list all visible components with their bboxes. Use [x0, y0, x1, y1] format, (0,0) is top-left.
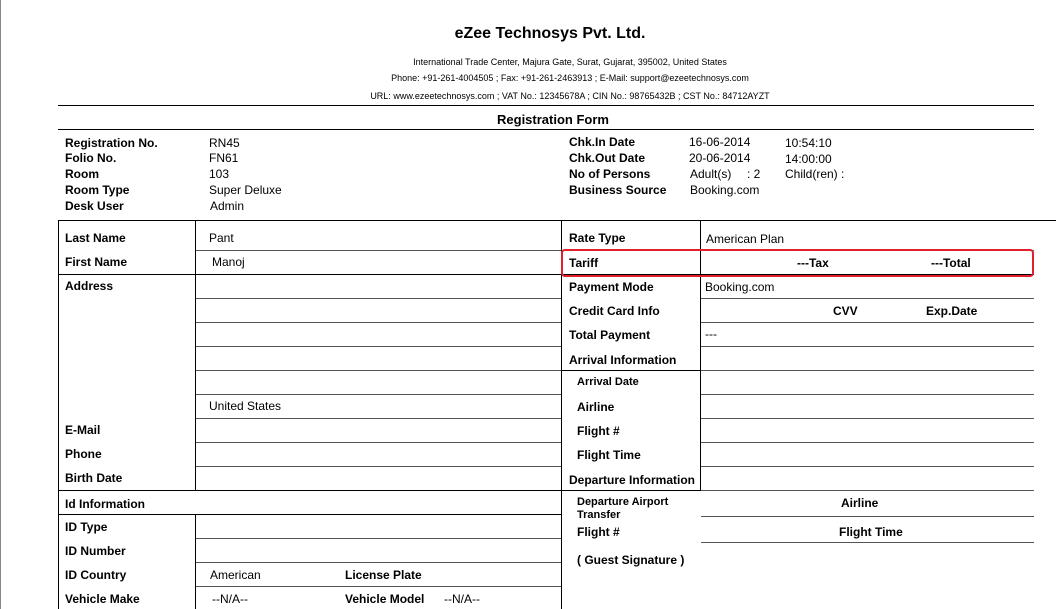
row-line — [58, 490, 561, 491]
table-middle-border — [561, 220, 562, 609]
id-number-label: ID Number — [65, 544, 126, 558]
business-source-label: Business Source — [569, 183, 667, 197]
row-line — [701, 418, 1034, 419]
room-value: 103 — [209, 167, 230, 181]
arrival-information-label: Arrival Information — [569, 353, 677, 367]
row-line — [196, 418, 561, 419]
desk-user-label: Desk User — [65, 199, 124, 213]
row-line — [58, 274, 561, 275]
departure-information-label: Departure Information — [569, 473, 696, 487]
folio-label: Folio No. — [65, 151, 117, 165]
row-line — [701, 298, 1034, 299]
departure-airline-label: Airline — [841, 496, 879, 510]
header-divider — [58, 105, 1034, 106]
row-line — [701, 394, 1034, 395]
vehicle-make-label: Vehicle Make — [65, 592, 140, 606]
company-address: International Trade Center, Majura Gate, Surat, Gujarat, 395002, United States — [413, 57, 727, 67]
row-line — [58, 514, 561, 515]
row-line — [196, 394, 561, 395]
checkout-date: 20-06-2014 — [689, 151, 751, 165]
rate-type-value: American Plan — [706, 232, 785, 246]
id-type-label: ID Type — [65, 520, 108, 534]
id-country-value: American — [210, 568, 261, 582]
row-line — [562, 370, 701, 371]
guest-signature-label: ( Guest Signature ) — [577, 553, 685, 567]
arrival-flight-time-label: Flight Time — [577, 448, 641, 462]
adults-label: Adult(s) — [690, 167, 732, 181]
row-line — [701, 542, 1034, 543]
last-name-value: Pant — [209, 231, 234, 245]
total-payment-label: Total Payment — [569, 328, 651, 342]
row-line — [196, 466, 561, 467]
license-plate-label: License Plate — [345, 568, 422, 582]
room-type-label: Room Type — [65, 183, 130, 197]
birth-date-label: Birth Date — [65, 471, 123, 485]
exp-date-label: Exp.Date — [926, 304, 978, 318]
row-line — [196, 586, 561, 587]
last-name-label: Last Name — [65, 231, 126, 245]
row-line — [196, 538, 561, 539]
checkout-label: Chk.Out Date — [569, 151, 646, 165]
company-contact: Phone: +91-261-4004505 ; Fax: +91-261-2463913 ; E-Mail: support@ezeetechnosys.com — [391, 73, 749, 83]
registration-label: Registration No. — [65, 136, 158, 150]
row-line — [701, 466, 1034, 467]
row-line — [196, 250, 561, 251]
registration-value: RN45 — [209, 136, 240, 150]
vehicle-make-value: --N/A-- — [212, 592, 248, 606]
row-line — [196, 370, 561, 371]
persons-label: No of Persons — [569, 167, 651, 181]
vehicle-model-value: --N/A-- — [444, 592, 480, 606]
payment-mode-label: Payment Mode — [569, 280, 654, 294]
business-source-value: Booking.com — [690, 183, 760, 197]
arrival-flight-label: Flight # — [577, 424, 620, 438]
room-type-value: Super Deluxe — [209, 183, 282, 197]
tariff-total-value: ---Total — [931, 256, 971, 270]
tariff-label: Tariff — [569, 256, 599, 270]
row-line — [701, 490, 1034, 491]
departure-flight-time-label: Flight Time — [839, 525, 903, 539]
row-line — [701, 322, 1034, 323]
table-top-border — [58, 220, 1056, 221]
row-line — [562, 490, 701, 491]
tariff-tax-value: ---Tax — [797, 256, 829, 270]
row-line — [196, 298, 561, 299]
arrival-date-label: Arrival Date — [577, 376, 639, 388]
credit-card-label: Credit Card Info — [569, 304, 660, 318]
company-ids: URL: www.ezeetechnosys.com ; VAT No.: 12345678A ; CIN No.: 98765432B ; CST No.: 84712AYZT — [370, 91, 770, 101]
row-line — [196, 346, 561, 347]
children-label: Child(ren) : — [785, 167, 845, 181]
first-name-value: Manoj — [212, 255, 245, 269]
cvv-label: CVV — [833, 304, 858, 318]
payment-mode-value: Booking.com — [705, 280, 775, 294]
rate-type-label: Rate Type — [569, 231, 626, 245]
departure-transfer-label-line2: Transfer — [577, 509, 621, 521]
row-line — [196, 562, 561, 563]
table-left-border — [58, 220, 59, 609]
row-line — [701, 442, 1034, 443]
folio-value: FN61 — [209, 151, 239, 165]
row-line — [196, 442, 561, 443]
form-title: Registration Form — [497, 112, 609, 127]
address-country-value: United States — [209, 399, 282, 413]
checkin-date: 16-06-2014 — [689, 135, 751, 149]
row-line — [701, 370, 1034, 371]
row-line — [701, 516, 1034, 517]
departure-flight-label: Flight # — [577, 525, 620, 539]
desk-user-value: Admin — [210, 199, 245, 213]
row-line — [196, 322, 561, 323]
title-divider — [58, 129, 1034, 130]
checkout-time: 14:00:00 — [785, 152, 832, 166]
tariff-highlight-box — [561, 249, 1034, 277]
total-payment-value: --- — [705, 327, 717, 341]
email-label: E-Mail — [65, 423, 101, 437]
id-information-label: Id Information — [65, 497, 145, 511]
company-name: eZee Technosys Pvt. Ltd. — [454, 25, 646, 42]
row-line — [701, 346, 1034, 347]
address-label: Address — [65, 279, 114, 293]
first-name-label: First Name — [65, 255, 128, 269]
adults-value: : 2 — [747, 167, 761, 181]
id-country-label: ID Country — [65, 568, 127, 582]
arrival-airline-label: Airline — [577, 400, 615, 414]
checkin-label: Chk.In Date — [569, 135, 636, 149]
departure-transfer-label-line1: Departure Airport — [577, 496, 669, 508]
phone-label: Phone — [65, 447, 102, 461]
vehicle-model-label: Vehicle Model — [345, 592, 425, 606]
left-col-divider-1 — [195, 220, 196, 490]
room-label: Room — [65, 167, 99, 181]
checkin-time: 10:54:10 — [785, 136, 832, 150]
